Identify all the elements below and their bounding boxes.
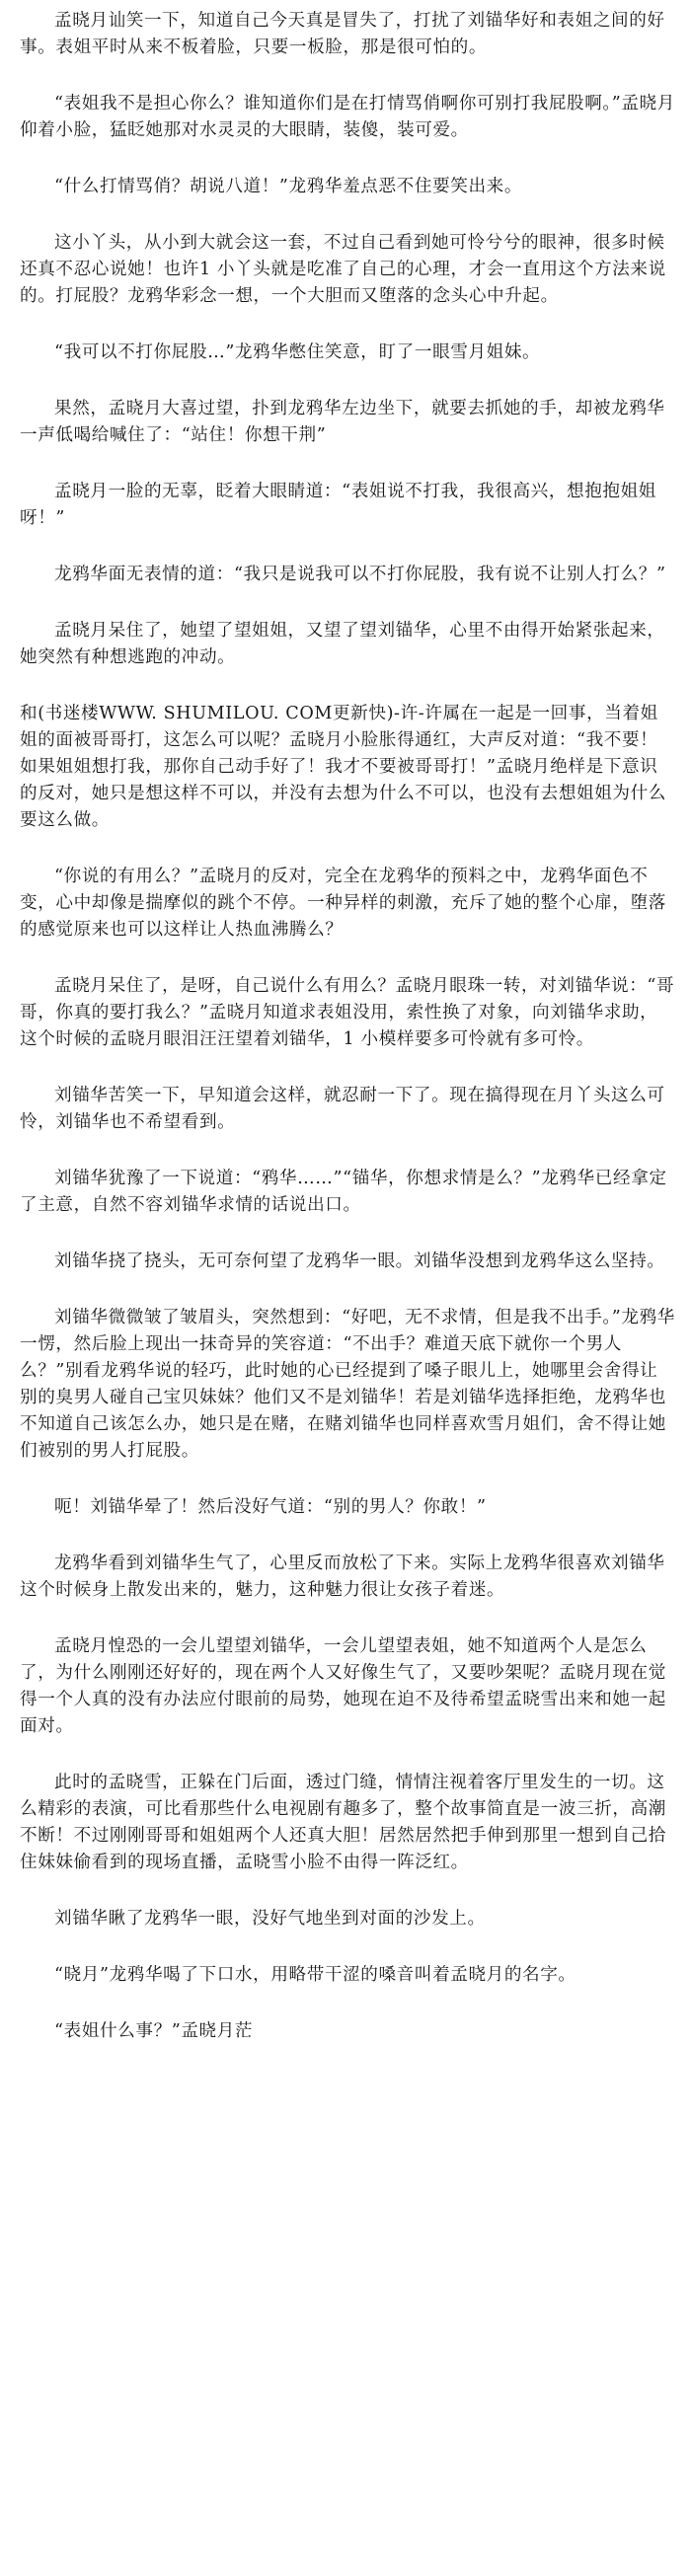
paragraph: 刘锚华犹豫了一下说道：“鸦华……”“锚华，你想求情是么？”龙鸦华已经拿定了主意，自然不容刘锚华求情的话说出口。 (20, 1169, 667, 1215)
paragraph: “你说的有用么？”孟晓月的反对，完全在龙鸦华的预料之中，龙鸦华面色不变，心中却像是揣摩似的跳个不停。一种异样的刺激，充斥了她的整个心扉，堕落的感觉原来也可以这样让人热血沸腾么？ (20, 867, 666, 940)
paragraph: 刘锚华微微皱了皱眉头，突然想到：“好吧，无不求情，但是我不出手。”龙鸦华一愣，然后脸上现出一抹奇异的笑容道：“不出手？难道天底下就你一个男人么？”别看龙鸦华说的轻巧，此时她的心已经提到了嗓子眼儿上，她哪里会舍得让别的臭男人碰自己宝贝妹妹？他们又不是刘锚华！若是刘锚华选择拒绝，龙鸦华也不知道自己该怎么办，她只是在赌，在赌刘锚华也同样喜欢雪月姐们，舍不得让她们被别的男人打屁股。 (20, 1308, 675, 1461)
paragraph: 孟晓月讪笑一下，知道自己今天真是冒失了，打扰了刘锚华好和表姐之间的好事。表姐平时从来不板着脸，只要一板脸，那是很可怕的。 (20, 11, 665, 57)
paragraph: 孟晓月呆住了，是呀，自己说什么有用么？孟晓月眼珠一转，对刘锚华说：“哥哥，你真的要打我么？”孟晓月知道求表姐没用，索性换了对象，向刘锚华求助，这个时候的孟晓月眼泪汪汪望着刘锚华，1 小模样要多可怜就有多可怜。 (20, 976, 675, 1049)
paragraph: 呃！刘锚华晕了！然后没好气道：“别的男人？你敢！” (54, 1497, 487, 1517)
paragraph: 此时的孟晓雪，正躲在门后面，透过门缝，情情注视着客厅里发生的一切。这么精彩的表演，可比看那些什么电视剧有趣多了，整个故事简直是一波三折，高潮不断！不过刚刚哥哥和姐姐两个人还真大胆！居然居然把手伸到那里一想到自己拾住妹妹偷看到的现场直播，孟晓雪小脸不由得一阵泛红。 (20, 1773, 666, 1872)
paragraph: 刘锚华挠了挠头，无可奈何望了龙鸦华一眼。刘锚华没想到龙鸦华这么坚持。 (54, 1251, 665, 1271)
paragraph: 这小丫头，从小到大就会这一套，不过自己看到她可怜兮兮的眼神，很多时候还真不忍心说她！也许1 小丫头就是吃准了自己的心理，才会一直用这个方法来说的。打屁股？龙鸦华彩念一想，一个大胆而又堕落的念头心中升起。 (20, 233, 666, 306)
paragraph: 果然，孟晓月大喜过望，扑到龙鸦华左边坐下，就要去抓她的手，却被龙鸦华一声低喝给喊住了：“站住！你想干荆” (20, 399, 665, 445)
paragraph: 刘锚华苦笑一下，早知道会这样，就忍耐一下了。现在搞得现在月丫头这么可怜，刘锚华也不希望看到。 (20, 1086, 665, 1132)
paragraph: 孟晓月呆住了，她望了望姐姐，又望了望刘锚华，心里不由得开始紧张起来，她突然有种想逃跑的冲动。 (20, 621, 665, 667)
paragraph: 孟晓月惶恐的一会儿望望刘锚华，一会儿望望表姐，她不知道两个人是怎么了，为什么刚刚还好好的，现在两个人又好像生气了，又要吵架呢？孟晓月现在觉得一个人真的没有办法应付眼前的局势，她现在迫不及待希望孟晓雪出来和她一起面对。 (20, 1636, 666, 1736)
paragraph: “什么打情骂俏？胡说八道！”龙鸦华羞点恶不住要笑出来。 (54, 177, 523, 196)
paragraph: 孟晓月一脸的无辜，眨着大眼睛道：“表姐说不打我，我很高兴，想抱抱姐姐呀！” (20, 482, 656, 528)
paragraph: 刘锚华瞅了龙鸦华一眼，没好气地坐到对面的沙发上。 (54, 1909, 486, 1929)
paragraph: “表姐什么事？”孟晓月茫 (54, 2021, 254, 2041)
paragraph: “表姐我不是担心你么？谁知道你们是在打情骂俏啊你可别打我屁股啊。”孟晓月仰着小脸，猛眨她那对水灵灵的大眼睛，装傻，装可爱。 (20, 94, 675, 140)
paragraph: “我可以不打你屁股…”龙鸦华憋住笑意，盯了一眼雪月姐妹。 (54, 342, 541, 362)
paragraph: 和(书迷楼WWW. SHUMILOU. COM更新快)-许-许属在一起是一回事，当着姐姐的面被哥哥打，这怎么可以呢？孟晓月小脸胀得通红，大声反对道：“我不要！如果姐姐想打我，那你自己动手好了！我才不要被哥哥打！”孟晓月绝样是下意识的反对，她只是想这样不可以，并没有去想为什么不可以，也没有去想姐姐为什么要这么做。 (20, 704, 666, 830)
paragraph: “晓月”龙鸦华喝了下口水，用略带干涩的嗓音叫着孟晓月的名字。 (54, 1965, 576, 1985)
paragraph: 龙鸦华面无表情的道：“我只是说我可以不打你屁股，我有说不让别人打么？” (54, 565, 666, 584)
paragraph: 龙鸦华看到刘锚华生气了，心里反而放松了下来。实际上龙鸦华很喜欢刘锚华这个时候身上散发出来的，魅力，这种魅力很让女孩子着迷。 (20, 1553, 665, 1600)
